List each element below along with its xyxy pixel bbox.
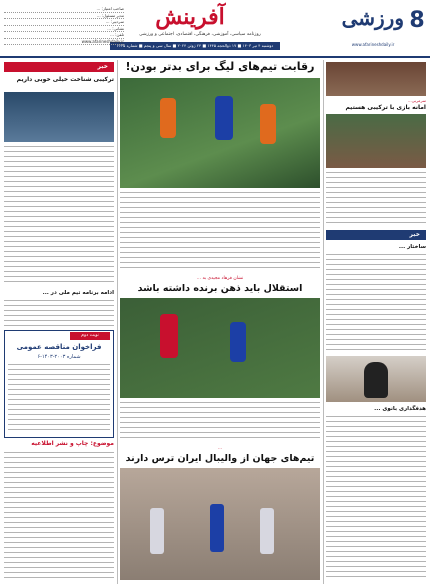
- dateline: دوشنبه ۴ تیر ۱۴۰۳ ■ ۱۷ ذوالحجه ۱۴۴۵ ■ ۲۴ ژوئن ۲۰۲۴ ■ سال سی و پنجم ■ شماره ۶۶۳۵: [110, 42, 280, 50]
- story2-title: استقلال باید ذهن برنده داشته باشد: [137, 283, 303, 294]
- masthead-info: صاحب امتیاز: ... مدیر مسئول: ... سردبیر: ... نشانی: ... تلفن: ... www.afarineshdaily.ir: [4, 6, 124, 52]
- right-photo-2: [326, 114, 426, 168]
- left-bottom-title: موضوع: چاپ و نشر اطلاعیه: [31, 440, 114, 447]
- page-number: 8: [409, 8, 425, 33]
- right-box-title: ساختار ...: [398, 244, 426, 250]
- left-body-text: [4, 146, 114, 286]
- section-title: ورزشی: [341, 6, 404, 30]
- right-kicker: سرمربی...: [407, 98, 426, 103]
- story2-photo: [120, 298, 320, 398]
- coach-photo: [4, 92, 114, 142]
- right-box2-title: هدفگذاری بانوی ...: [374, 406, 426, 412]
- story2-kicker: نشان فرهاد مجیدی به ...: [196, 276, 244, 281]
- ad-title: فراخوان مناقصه عمومی: [16, 343, 102, 351]
- ad-number: شماره ۲۰۰۳-۱۴۰۳-۶: [37, 354, 81, 360]
- woman-portrait: [326, 356, 426, 402]
- main-photo: [120, 78, 320, 188]
- tagline: روزنامه سیاسی، آموزشی، فرهنگی، اقتصادی، اجتماعی و ورزشی: [139, 32, 261, 37]
- main-headline: رقابت تیم‌های لیگ برای بدتر بودن!: [125, 60, 315, 73]
- news-strip-left: خبر: [4, 62, 114, 72]
- main-body-text: [120, 192, 320, 272]
- left-mid-title: ادامه برنامه تیم ملی در ...: [42, 290, 114, 296]
- story3-kicker: ...: [217, 446, 223, 451]
- right-title: امانه بازی با ترکیبی هستیم: [345, 104, 426, 111]
- left-top-title: ترکیبی شناخت خیلی خوبی داریم: [16, 76, 114, 83]
- section-url: www.afarineshdaily.ir: [351, 42, 395, 47]
- ad-tag: نوبت دوم: [70, 332, 110, 340]
- story3-title: تیم‌های جهان از والیبال ایران ترس دارند: [125, 453, 315, 464]
- story3-photo: [120, 468, 320, 580]
- right-top-photo: [326, 62, 426, 96]
- news-strip-right: خبر: [326, 230, 426, 240]
- newspaper-logo: آفرینش: [155, 4, 225, 30]
